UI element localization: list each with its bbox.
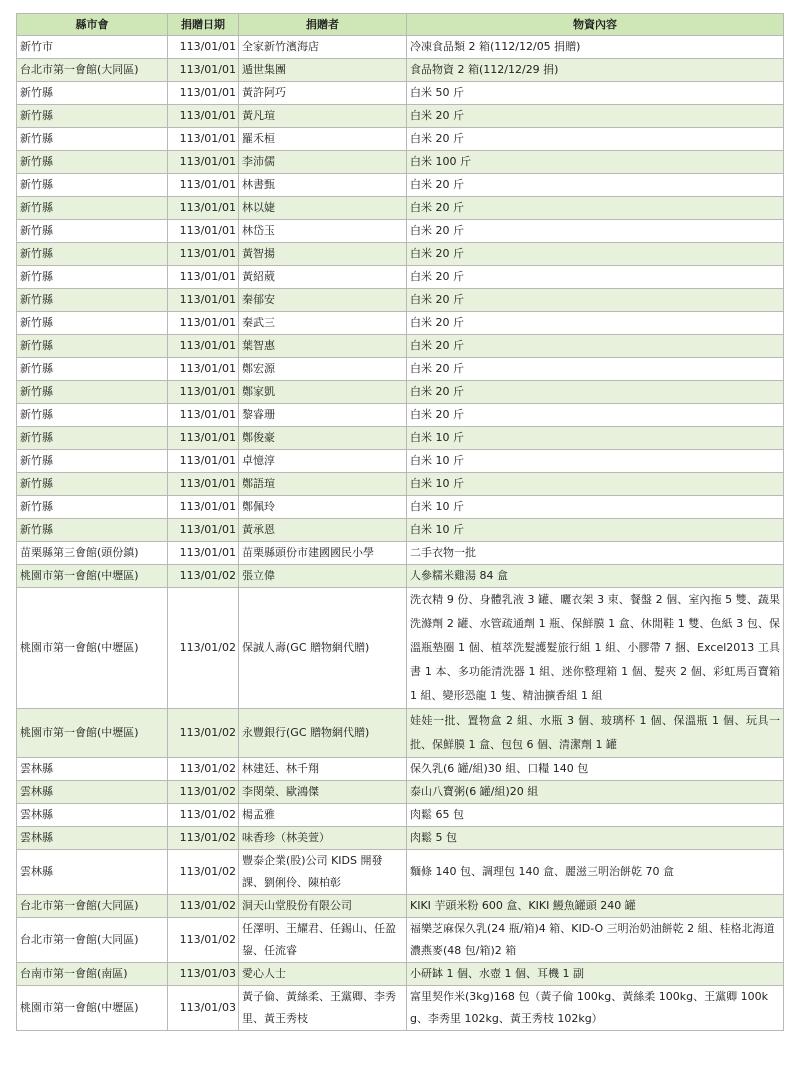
cell-items: 白米 100 斤 bbox=[407, 151, 784, 174]
cell-donor: 豐泰企業(股)公司 KIDS 開發課、劉俐伶、陳柏彰 bbox=[239, 850, 407, 895]
cell-donor: 愛心人士 bbox=[239, 963, 407, 986]
table-row bbox=[17, 289, 784, 312]
cell-region: 新竹縣 bbox=[17, 289, 168, 312]
cell-date: 113/01/01 bbox=[168, 542, 239, 565]
cell-region: 新竹縣 bbox=[17, 105, 168, 128]
cell-date: 113/01/02 bbox=[168, 918, 239, 963]
cell-items: 白米 10 斤 bbox=[407, 496, 784, 519]
cell-date: 113/01/01 bbox=[168, 174, 239, 197]
table-row bbox=[17, 312, 784, 335]
cell-region: 新竹縣 bbox=[17, 312, 168, 335]
table-body bbox=[17, 36, 784, 1031]
cell-items: 肉鬆 5 包 bbox=[407, 827, 784, 850]
cell-items: 白米 10 斤 bbox=[407, 427, 784, 450]
cell-date: 113/01/01 bbox=[168, 358, 239, 381]
cell-donor: 遁世集團 bbox=[239, 59, 407, 82]
cell-items: 富里契作米(3kg)168 包（黃子倫 100kg、黃絲柔 100kg、王黨卿 100kg、李秀里 102kg、黃王秀枝 102kg） bbox=[407, 986, 784, 1031]
cell-items: 冷凍食品類 2 箱(112/12/05 捐贈) bbox=[407, 36, 784, 59]
table-row bbox=[17, 335, 784, 358]
cell-items: 人參糯米雞湯 84 盒 bbox=[407, 565, 784, 588]
table-row bbox=[17, 450, 784, 473]
cell-items: 白米 50 斤 bbox=[407, 82, 784, 105]
table-row bbox=[17, 427, 784, 450]
cell-donor: 鄭家凱 bbox=[239, 381, 407, 404]
cell-donor: 林建廷、林千翔 bbox=[239, 758, 407, 781]
table-row bbox=[17, 105, 784, 128]
table-row bbox=[17, 804, 784, 827]
cell-items: KIKI 芋頭米粉 600 盒、KIKI 鰻魚罐頭 240 罐 bbox=[407, 895, 784, 918]
header-region: 縣市會 bbox=[17, 14, 168, 36]
cell-donor: 林以婕 bbox=[239, 197, 407, 220]
cell-region: 新竹縣 bbox=[17, 519, 168, 542]
donation-table bbox=[16, 13, 784, 1031]
cell-donor: 洞天山堂股份有限公司 bbox=[239, 895, 407, 918]
cell-donor: 永豐銀行(GC 贈物網代贈) bbox=[239, 709, 407, 758]
cell-donor: 鄭語瑄 bbox=[239, 473, 407, 496]
cell-region: 新竹縣 bbox=[17, 128, 168, 151]
table-row bbox=[17, 59, 784, 82]
cell-region: 桃園市第一會館(中壢區) bbox=[17, 565, 168, 588]
table-row bbox=[17, 895, 784, 918]
cell-donor: 秦武三 bbox=[239, 312, 407, 335]
cell-items: 白米 20 斤 bbox=[407, 220, 784, 243]
cell-items: 白米 10 斤 bbox=[407, 473, 784, 496]
cell-region: 桃園市第一會館(中壢區) bbox=[17, 709, 168, 758]
cell-region: 新竹縣 bbox=[17, 496, 168, 519]
table-row bbox=[17, 709, 784, 758]
cell-donor: 黃智揚 bbox=[239, 243, 407, 266]
cell-donor: 苗栗縣頭份市建國國民小學 bbox=[239, 542, 407, 565]
table-row bbox=[17, 266, 784, 289]
cell-date: 113/01/01 bbox=[168, 312, 239, 335]
cell-items: 白米 20 斤 bbox=[407, 312, 784, 335]
cell-items: 白米 10 斤 bbox=[407, 519, 784, 542]
table-row bbox=[17, 220, 784, 243]
cell-donor: 保誠人壽(GC 贈物網代贈) bbox=[239, 588, 407, 709]
cell-donor: 味香珍（林美萱） bbox=[239, 827, 407, 850]
cell-donor: 李閔榮、歐鴻傑 bbox=[239, 781, 407, 804]
cell-donor: 黃許阿巧 bbox=[239, 82, 407, 105]
table-row bbox=[17, 151, 784, 174]
table-row bbox=[17, 850, 784, 895]
cell-region: 新竹縣 bbox=[17, 174, 168, 197]
table-row bbox=[17, 473, 784, 496]
cell-date: 113/01/02 bbox=[168, 565, 239, 588]
cell-date: 113/01/02 bbox=[168, 827, 239, 850]
cell-region: 雲林縣 bbox=[17, 804, 168, 827]
cell-date: 113/01/01 bbox=[168, 266, 239, 289]
cell-date: 113/01/01 bbox=[168, 450, 239, 473]
cell-region: 新竹縣 bbox=[17, 220, 168, 243]
cell-donor: 卓憶淳 bbox=[239, 450, 407, 473]
cell-donor: 秦郁安 bbox=[239, 289, 407, 312]
cell-date: 113/01/01 bbox=[168, 36, 239, 59]
cell-items: 白米 20 斤 bbox=[407, 266, 784, 289]
cell-items: 保久乳(6 罐/組)30 組、口糧 140 包 bbox=[407, 758, 784, 781]
cell-items: 白米 20 斤 bbox=[407, 381, 784, 404]
table-row bbox=[17, 542, 784, 565]
table-row bbox=[17, 381, 784, 404]
cell-date: 113/01/02 bbox=[168, 758, 239, 781]
cell-date: 113/01/01 bbox=[168, 128, 239, 151]
cell-region: 雲林縣 bbox=[17, 827, 168, 850]
cell-donor: 葉智惠 bbox=[239, 335, 407, 358]
table-row bbox=[17, 963, 784, 986]
cell-date: 113/01/01 bbox=[168, 197, 239, 220]
table-row bbox=[17, 174, 784, 197]
table-row bbox=[17, 496, 784, 519]
cell-date: 113/01/02 bbox=[168, 588, 239, 709]
cell-date: 113/01/02 bbox=[168, 804, 239, 827]
cell-date: 113/01/02 bbox=[168, 709, 239, 758]
cell-donor: 鄭佩玲 bbox=[239, 496, 407, 519]
cell-date: 113/01/01 bbox=[168, 289, 239, 312]
cell-date: 113/01/01 bbox=[168, 59, 239, 82]
table-row bbox=[17, 243, 784, 266]
cell-donor: 羅禾桓 bbox=[239, 128, 407, 151]
cell-region: 雲林縣 bbox=[17, 758, 168, 781]
table-row bbox=[17, 404, 784, 427]
table-row bbox=[17, 358, 784, 381]
table-row bbox=[17, 827, 784, 850]
cell-date: 113/01/01 bbox=[168, 404, 239, 427]
table-row bbox=[17, 918, 784, 963]
cell-date: 113/01/01 bbox=[168, 105, 239, 128]
cell-items: 肉鬆 65 包 bbox=[407, 804, 784, 827]
cell-items: 白米 20 斤 bbox=[407, 197, 784, 220]
cell-items: 白米 20 斤 bbox=[407, 128, 784, 151]
cell-items: 麵條 140 包、調理包 140 盒、麗滋三明治餅乾 70 盒 bbox=[407, 850, 784, 895]
header-items: 物資內容 bbox=[407, 14, 784, 36]
cell-donor: 張立偉 bbox=[239, 565, 407, 588]
header-date: 捐贈日期 bbox=[168, 14, 239, 36]
table-row bbox=[17, 986, 784, 1031]
cell-date: 113/01/01 bbox=[168, 496, 239, 519]
cell-region: 新竹縣 bbox=[17, 404, 168, 427]
table-row bbox=[17, 197, 784, 220]
cell-donor: 鄭宏源 bbox=[239, 358, 407, 381]
cell-region: 雲林縣 bbox=[17, 781, 168, 804]
cell-items: 洗衣精 9 份、身體乳液 3 罐、曬衣架 3 束、餐盤 2 個、室內拖 5 雙、蔬果洗滌劑 2 罐、水管疏通劑 1 瓶、保鮮膜 1 盒、休閒鞋 1 雙、色紙 3 包、保溫瓶墊圈 1 個、植萃洗髮護髮旅行組 1 組、小膠帶 7 捆、Excel2013 工具書 1 本、多功能清洗器 1 組、迷你整理箱 1 個、髮夾 2 個、彩虹馬百寶箱 1 組、變形恐龍 1 隻、精油擴香組 1 組 bbox=[407, 588, 784, 709]
cell-date: 113/01/03 bbox=[168, 963, 239, 986]
cell-region: 桃園市第一會館(中壢區) bbox=[17, 588, 168, 709]
header-donor: 捐贈者 bbox=[239, 14, 407, 36]
table-row bbox=[17, 781, 784, 804]
cell-region: 新竹縣 bbox=[17, 450, 168, 473]
cell-items: 白米 20 斤 bbox=[407, 335, 784, 358]
cell-donor: 全家新竹濱海店 bbox=[239, 36, 407, 59]
cell-region: 台北市第一會館(大同區) bbox=[17, 895, 168, 918]
cell-region: 新竹縣 bbox=[17, 266, 168, 289]
cell-date: 113/01/02 bbox=[168, 781, 239, 804]
cell-region: 新竹縣 bbox=[17, 381, 168, 404]
cell-region: 新竹縣 bbox=[17, 427, 168, 450]
cell-items: 白米 20 斤 bbox=[407, 105, 784, 128]
cell-donor: 黎睿珊 bbox=[239, 404, 407, 427]
cell-donor: 黃承恩 bbox=[239, 519, 407, 542]
cell-date: 113/01/01 bbox=[168, 519, 239, 542]
table-row bbox=[17, 565, 784, 588]
header-row bbox=[17, 14, 784, 36]
cell-items: 白米 10 斤 bbox=[407, 450, 784, 473]
cell-items: 白米 20 斤 bbox=[407, 358, 784, 381]
cell-items: 白米 20 斤 bbox=[407, 404, 784, 427]
cell-date: 113/01/03 bbox=[168, 986, 239, 1031]
table-row bbox=[17, 36, 784, 59]
cell-region: 新竹縣 bbox=[17, 358, 168, 381]
cell-region: 新竹市 bbox=[17, 36, 168, 59]
cell-region: 台北市第一會館(大同區) bbox=[17, 59, 168, 82]
cell-items: 小研缽 1 個、水壺 1 個、耳機 1 副 bbox=[407, 963, 784, 986]
cell-region: 台南市第一會館(南區) bbox=[17, 963, 168, 986]
cell-items: 白米 20 斤 bbox=[407, 174, 784, 197]
cell-date: 113/01/01 bbox=[168, 335, 239, 358]
table-row bbox=[17, 758, 784, 781]
cell-donor: 黃紹葳 bbox=[239, 266, 407, 289]
cell-region: 新竹縣 bbox=[17, 335, 168, 358]
cell-region: 苗栗縣第三會館(頭份鎮) bbox=[17, 542, 168, 565]
cell-region: 新竹縣 bbox=[17, 151, 168, 174]
cell-date: 113/01/01 bbox=[168, 243, 239, 266]
cell-region: 新竹縣 bbox=[17, 473, 168, 496]
cell-region: 新竹縣 bbox=[17, 82, 168, 105]
cell-date: 113/01/02 bbox=[168, 895, 239, 918]
cell-donor: 鄭俊豪 bbox=[239, 427, 407, 450]
table-row bbox=[17, 519, 784, 542]
cell-donor: 楊孟雅 bbox=[239, 804, 407, 827]
cell-donor: 任澤明、王耀君、任錫山、任盈鋆、任流睿 bbox=[239, 918, 407, 963]
cell-items: 白米 20 斤 bbox=[407, 243, 784, 266]
cell-region: 新竹縣 bbox=[17, 243, 168, 266]
table-row bbox=[17, 588, 784, 709]
cell-donor: 林岱玉 bbox=[239, 220, 407, 243]
cell-region: 台北市第一會館(大同區) bbox=[17, 918, 168, 963]
cell-region: 雲林縣 bbox=[17, 850, 168, 895]
cell-region: 桃園市第一會館(中壢區) bbox=[17, 986, 168, 1031]
cell-items: 福樂芝麻保久乳(24 瓶/箱)4 箱、KID-O 三明治奶油餅乾 2 組、桂格北海道濃燕麥(48 包/箱)2 箱 bbox=[407, 918, 784, 963]
cell-date: 113/01/01 bbox=[168, 473, 239, 496]
cell-donor: 黃凡瑄 bbox=[239, 105, 407, 128]
cell-region: 新竹縣 bbox=[17, 197, 168, 220]
cell-items: 食品物資 2 箱(112/12/29 捐) bbox=[407, 59, 784, 82]
cell-items: 娃娃一批、置物盒 2 組、水瓶 3 個、玻璃杯 1 個、保溫瓶 1 個、玩具一批、保鮮膜 1 盒、包包 6 個、清潔劑 1 罐 bbox=[407, 709, 784, 758]
cell-donor: 李沛儒 bbox=[239, 151, 407, 174]
cell-date: 113/01/01 bbox=[168, 381, 239, 404]
cell-items: 白米 20 斤 bbox=[407, 289, 784, 312]
cell-items: 二手衣物一批 bbox=[407, 542, 784, 565]
table-row bbox=[17, 128, 784, 151]
table-row bbox=[17, 82, 784, 105]
cell-date: 113/01/01 bbox=[168, 427, 239, 450]
cell-date: 113/01/01 bbox=[168, 220, 239, 243]
cell-donor: 黃子倫、黃絲柔、王黨卿、李秀里、黃王秀枝 bbox=[239, 986, 407, 1031]
cell-items: 泰山八寶粥(6 罐/組)20 組 bbox=[407, 781, 784, 804]
cell-date: 113/01/01 bbox=[168, 151, 239, 174]
cell-donor: 林書甄 bbox=[239, 174, 407, 197]
cell-date: 113/01/01 bbox=[168, 82, 239, 105]
cell-date: 113/01/02 bbox=[168, 850, 239, 895]
